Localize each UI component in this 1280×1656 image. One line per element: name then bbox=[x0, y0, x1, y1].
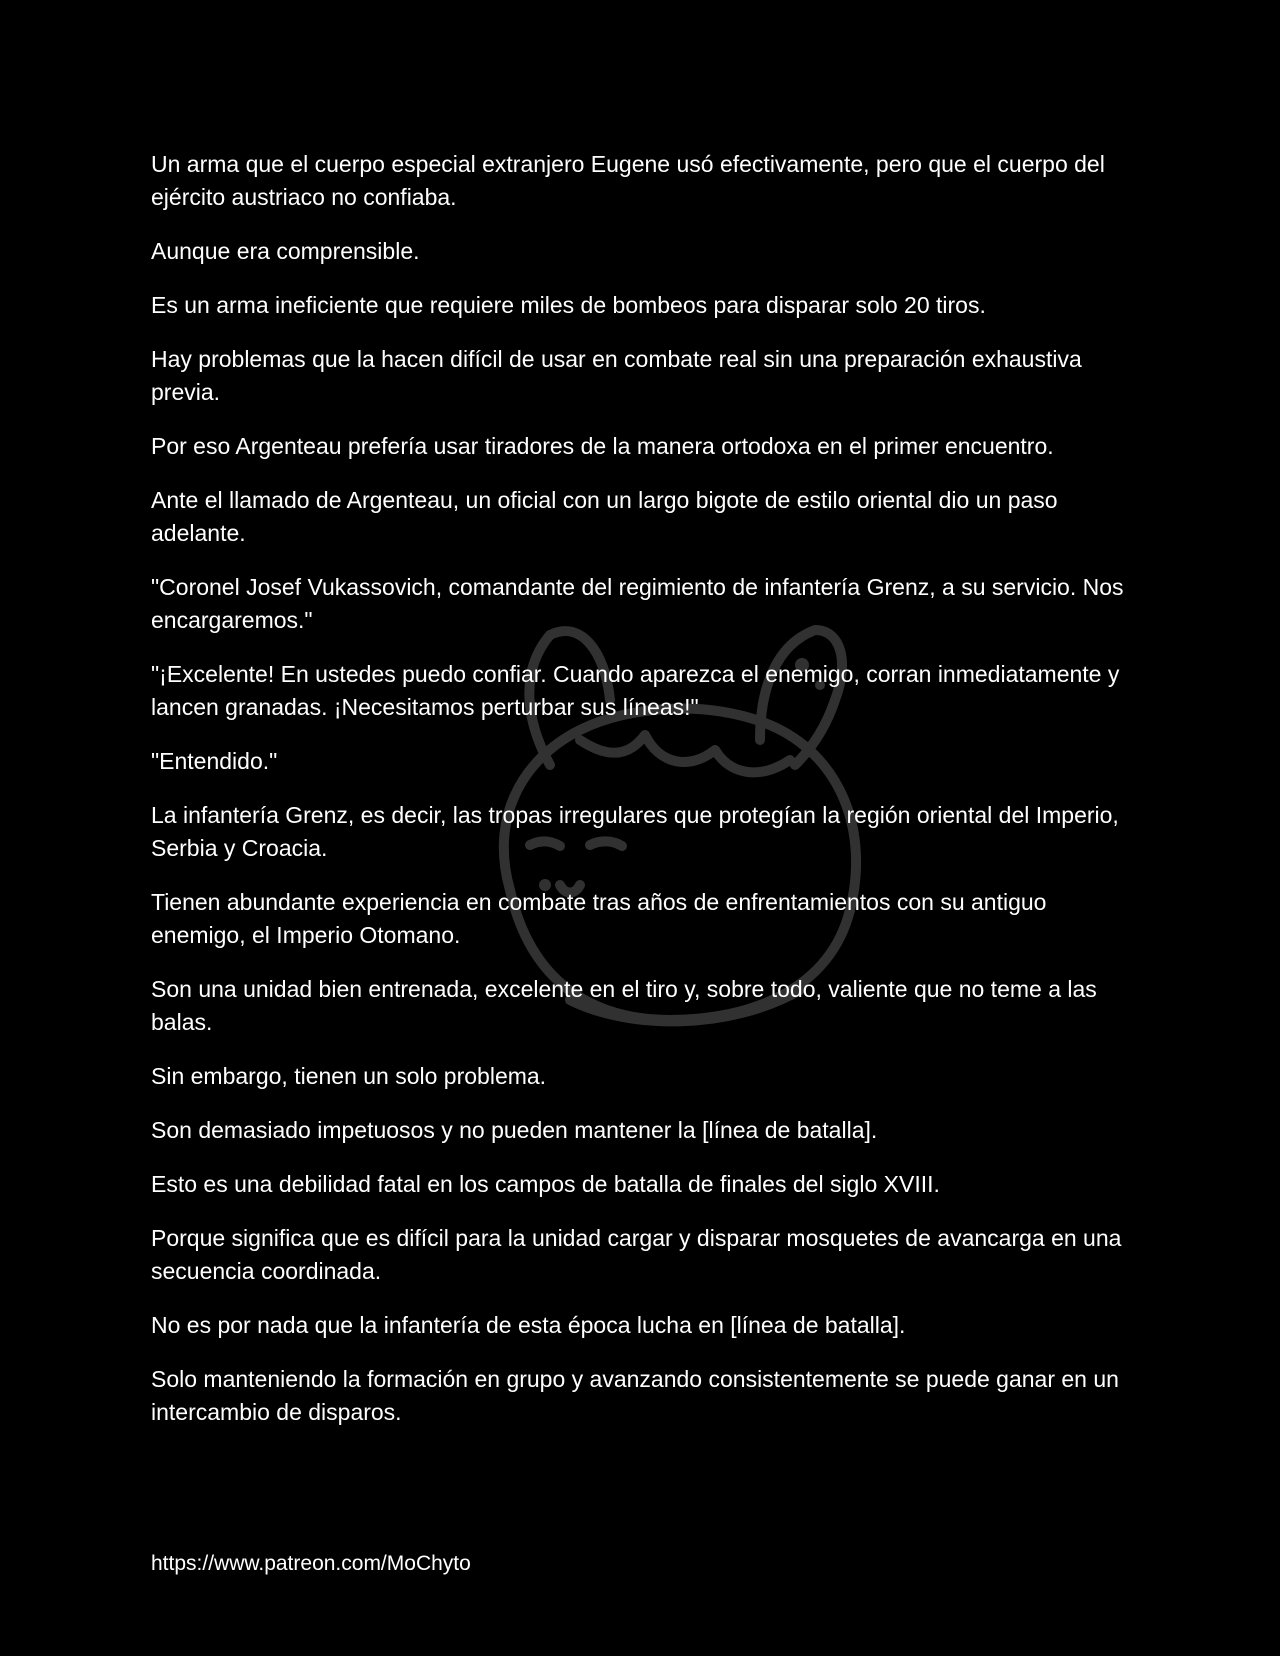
paragraph-16: Porque significa que es difícil para la unidad cargar y disparar mosquetes de avancarga en una secuencia coordinada. bbox=[151, 1225, 1122, 1284]
paragraph-12: Son una unidad bien entrenada, excelente en el tiro y, sobre todo, valiente que no teme a las balas. bbox=[151, 976, 1097, 1035]
paragraph-1: Un arma que el cuerpo especial extranjero Eugene usó efectivamente, pero que el cuerpo del ejército austriaco no confiaba. bbox=[151, 151, 1105, 210]
paragraph-8: "¡Excelente! En ustedes puedo confiar. Cuando aparezca el enemigo, corran inmediatamente y lancen granadas. ¡Necesitamos perturbar sus líneas!" bbox=[151, 661, 1120, 720]
paragraph-17: No es por nada que la infantería de esta época lucha en [línea de batalla]. bbox=[151, 1312, 906, 1338]
paragraph-18: Solo manteniendo la formación en grupo y avanzando consistentemente se puede ganar en un intercambio de disparos. bbox=[151, 1366, 1119, 1425]
paragraph-7: "Coronel Josef Vukassovich, comandante del regimiento de infantería Grenz, a su servicio. Nos encargaremos." bbox=[151, 574, 1124, 633]
patreon-link[interactable]: https://www.patreon.com/MoChyto bbox=[151, 1552, 471, 1575]
chapter-text bbox=[151, 148, 1141, 1450]
paragraph-14: Son demasiado impetuosos y no pueden mantener la [línea de batalla]. bbox=[151, 1117, 878, 1143]
paragraph-10: La infantería Grenz, es decir, las tropas irregulares que protegían la región oriental del Imperio, Serbia y Croacia. bbox=[151, 802, 1119, 861]
paragraph-4: Hay problemas que la hacen difícil de usar en combate real sin una preparación exhaustiva previa. bbox=[151, 346, 1082, 405]
paragraph-15: Esto es una debilidad fatal en los campos de batalla de finales del siglo XVIII. bbox=[151, 1171, 940, 1197]
paragraph-13: Sin embargo, tienen un solo problema. bbox=[151, 1063, 547, 1089]
paragraph-6: Ante el llamado de Argenteau, un oficial con un largo bigote de estilo oriental dio un paso adelante. bbox=[151, 487, 1058, 546]
paragraph-3: Es un arma ineficiente que requiere miles de bombeos para disparar solo 20 tiros. bbox=[151, 292, 986, 318]
paragraph-11: Tienen abundante experiencia en combate tras años de enfrentamientos con su antiguo enemigo, el Imperio Otomano. bbox=[151, 889, 1047, 948]
paragraph-5: Por eso Argenteau prefería usar tiradores de la manera ortodoxa en el primer encuentro. bbox=[151, 433, 1054, 459]
paragraph-2: Aunque era comprensible. bbox=[151, 238, 420, 264]
paragraph-9: "Entendido." bbox=[151, 748, 278, 774]
